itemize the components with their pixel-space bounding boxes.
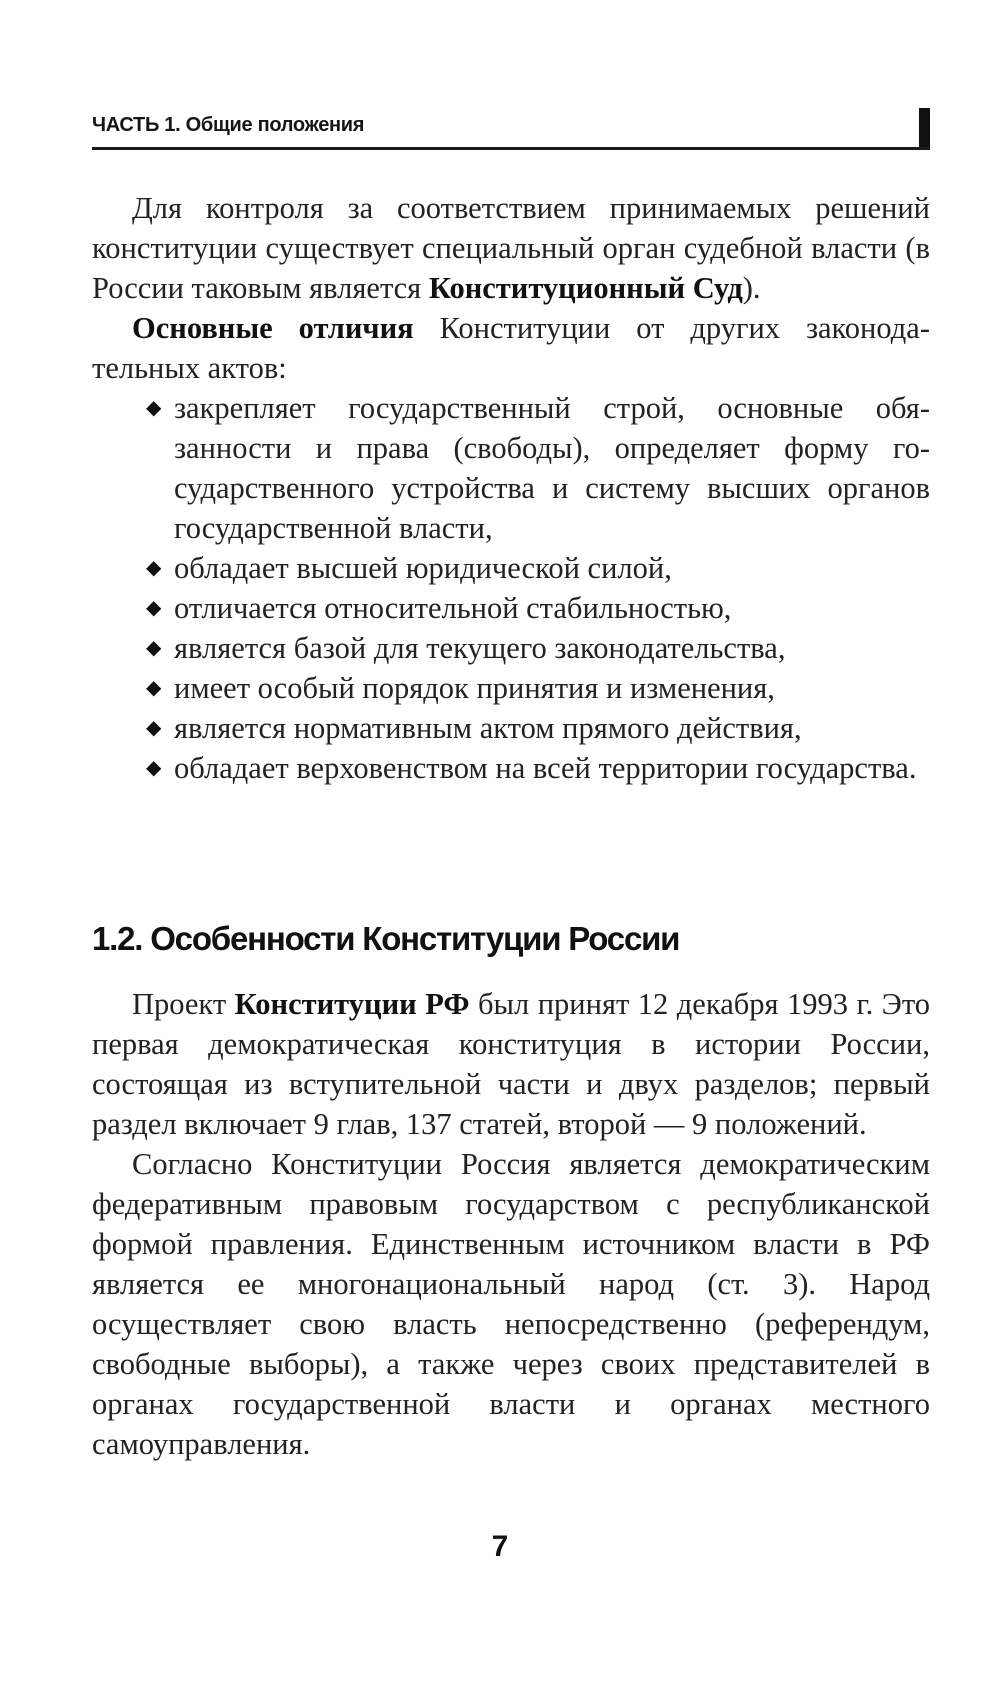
intro-text-block [92,188,930,788]
list-item [146,388,930,548]
page-number: 7 [491,1530,509,1563]
bullet-diamond-icon: ◆ [146,677,162,699]
text-run: Конституции от других законодательных актов: [92,311,930,385]
list-item-text: является базой для текущего законодательства, [174,631,786,665]
bold-term: Основные отличия [132,311,414,345]
paragraph-constitution-adoption [92,984,930,1144]
bold-term: Конституционный Суд [428,271,743,305]
header-edge-marker [919,108,930,147]
bullet-diamond-icon: ◆ [146,397,162,419]
list-item [146,668,930,708]
bullet-diamond-icon: ◆ [146,597,162,619]
text-run: Для контроля за соответствием принимаемых решений конституции существует специальный орган судебной власти (в России таковым является [92,191,930,305]
section-heading: 1.2. Особенности Конституции России [92,920,680,957]
list-item-text: закрепляет государственный строй, основные обязанности и права (свободы), определяет форму государственного устройства и систему высших органов государственной власти, [174,391,930,545]
text-run: был принят 12 декабря 1993 г. Это первая демократическая конституция в истории России, состоящая из вступительной части и двух разделов; первый раздел включает 9 глав, 137 статей, второй — 9 положений. [92,987,930,1141]
list-item [146,628,930,668]
list-item [146,748,930,788]
differences-list [92,388,930,788]
list-item-text: имеет особый порядок принятия и изменения, [174,671,775,705]
text-run: Проект [132,987,235,1021]
list-item [146,708,930,748]
running-header [92,108,930,150]
paragraph-state-form: Согласно Конституции Россия является демократическим федеративным правовым государством с республиканской формой правления. Единственным источником власти в РФ является ее многонациональный народ (ст. 3). Народ осуществляет свою власть непосредственно (референдум, свободные выборы), а также через своих представителей в органах государственной власти и органах местного самоуправления. [92,1147,930,1461]
bullet-diamond-icon: ◆ [146,557,162,579]
list-item-text: является нормативным актом прямого действия, [174,711,802,745]
bullet-diamond-icon: ◆ [146,717,162,739]
running-header-title: ЧАСТЬ 1. Общие положения [92,114,365,136]
paragraph-main-differences [92,308,930,388]
bold-term: Конституции РФ [234,987,470,1021]
paragraph-constitutional-court [92,188,930,308]
list-item [146,548,930,588]
bullet-diamond-icon: ◆ [146,757,162,779]
list-item-text: обладает верховенством на всей территории государства. [174,751,917,785]
list-item [146,588,930,628]
bullet-diamond-icon: ◆ [146,637,162,659]
list-item-text: обладает высшей юридической силой, [174,551,672,585]
section-text-block [92,984,930,1464]
text-run: ). [742,271,761,305]
list-item-text: отличается относительной стабильностью, [174,591,732,625]
